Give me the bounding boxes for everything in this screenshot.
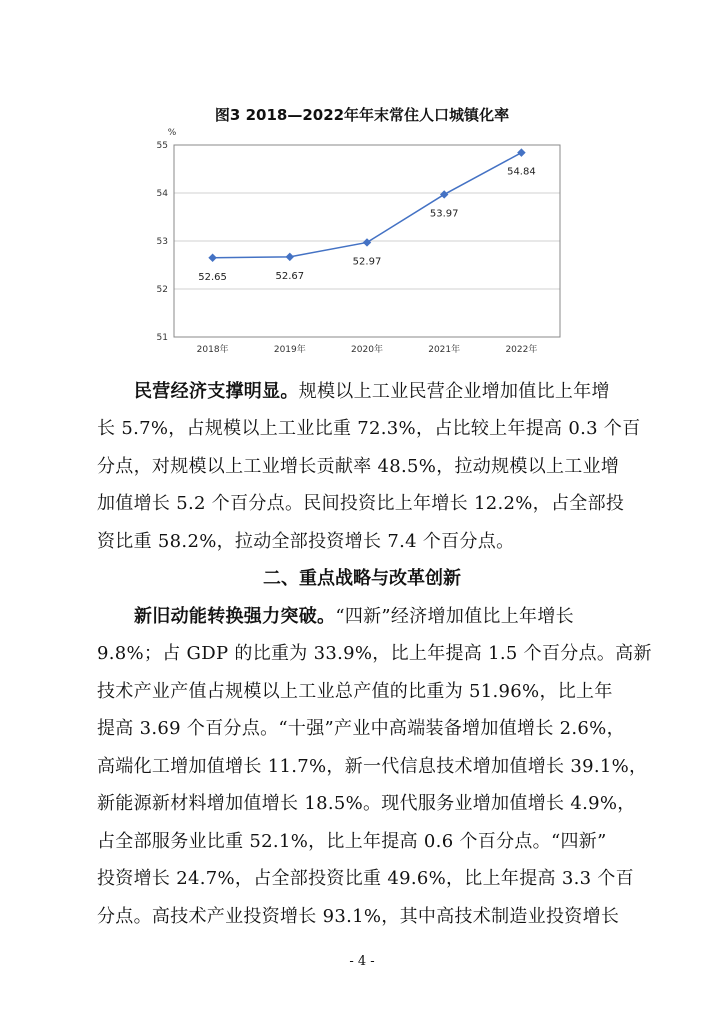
y-tick-label: 54 <box>156 189 168 199</box>
p2-line-6: 新能源新材料增加值增长 18.5%。现代服务业增加值增长 4.9%， <box>97 793 636 814</box>
data-label: 52.65 <box>198 271 227 283</box>
data-point <box>208 254 216 262</box>
x-tick-label: 2020年 <box>351 345 383 355</box>
p2-line-1 <box>134 605 574 629</box>
p1-line-5: 资比重 58.2%，拉动全部投资增长 7.4 个百分点。 <box>97 531 515 552</box>
p2-line-2: 9.8%；占 GDP 的比重为 33.9%，比上年提高 1.5 个百分点。高新 <box>97 643 652 664</box>
p2-line-3: 技术产业产值占规模以上工业总产值的比重为 51.96%，比上年 <box>97 681 613 702</box>
data-label: 52.67 <box>275 270 305 282</box>
data-label: 52.97 <box>352 256 382 268</box>
y-tick-label: 51 <box>156 333 168 343</box>
p2-lead: 新旧动能转换强力突破。 <box>134 606 336 627</box>
y-tick-label: 53 <box>156 237 168 247</box>
chart-title: 图3 2018—2022年年末常住人口城镇化率 <box>214 106 510 124</box>
data-label: 54.84 <box>507 166 536 178</box>
page-number: - 4 - <box>349 954 375 969</box>
data-label: 53.97 <box>429 208 459 220</box>
data-point <box>286 253 294 261</box>
p2-line-8: 投资增长 24.7%，占全部投资比重 49.6%，比上年提高 3.3 个百 <box>97 868 634 889</box>
p1-line-3: 分点，对规模以上工业增长贡献率 48.5%，拉动规模以上工业增 <box>97 456 620 477</box>
x-tick-label: 2018年 <box>196 345 229 355</box>
p2-text-1: “四新”经济增加值比上年增长 <box>335 606 574 627</box>
data-point <box>363 238 371 246</box>
x-tick-label: 2022年 <box>505 345 538 355</box>
p2-line-7: 占全部服务业比重 52.1%，比上年提高 0.6 个百分点。“四新” <box>97 831 607 852</box>
p1-line-1 <box>134 380 610 404</box>
urbanization-line-chart <box>150 125 570 365</box>
p1-text-1: 规模以上工业民营企业增加值比上年增 <box>298 381 610 402</box>
x-tick-label: 2019年 <box>273 345 306 355</box>
y-tick-label: 55 <box>156 141 168 151</box>
data-point <box>517 148 525 156</box>
x-tick-label: 2021年 <box>428 345 461 355</box>
p1-line-4: 加值增长 5.2 个百分点。民间投资比上年增长 12.2%，占全部投 <box>97 493 625 514</box>
p2-line-4: 提高 3.69 个百分点。“十强”产业中高端装备增加值增长 2.6%， <box>97 718 625 739</box>
section-heading: 二、重点战略与改革创新 <box>263 568 461 589</box>
y-tick-label: 52 <box>156 285 168 295</box>
p2-line-5: 高端化工增加值增长 11.7%，新一代信息技术增加值增长 39.1%， <box>97 756 648 777</box>
y-axis-unit: % <box>167 128 177 138</box>
p1-lead: 民营经济支撑明显。 <box>134 381 299 402</box>
p1-line-2: 长 5.7%，占规模以上工业比重 72.3%，占比较上年提高 0.3 个百 <box>97 418 641 439</box>
data-point <box>440 190 448 198</box>
p2-line-9: 分点。高技术产业投资增长 93.1%，其中高技术制造业投资增长 <box>97 906 620 927</box>
